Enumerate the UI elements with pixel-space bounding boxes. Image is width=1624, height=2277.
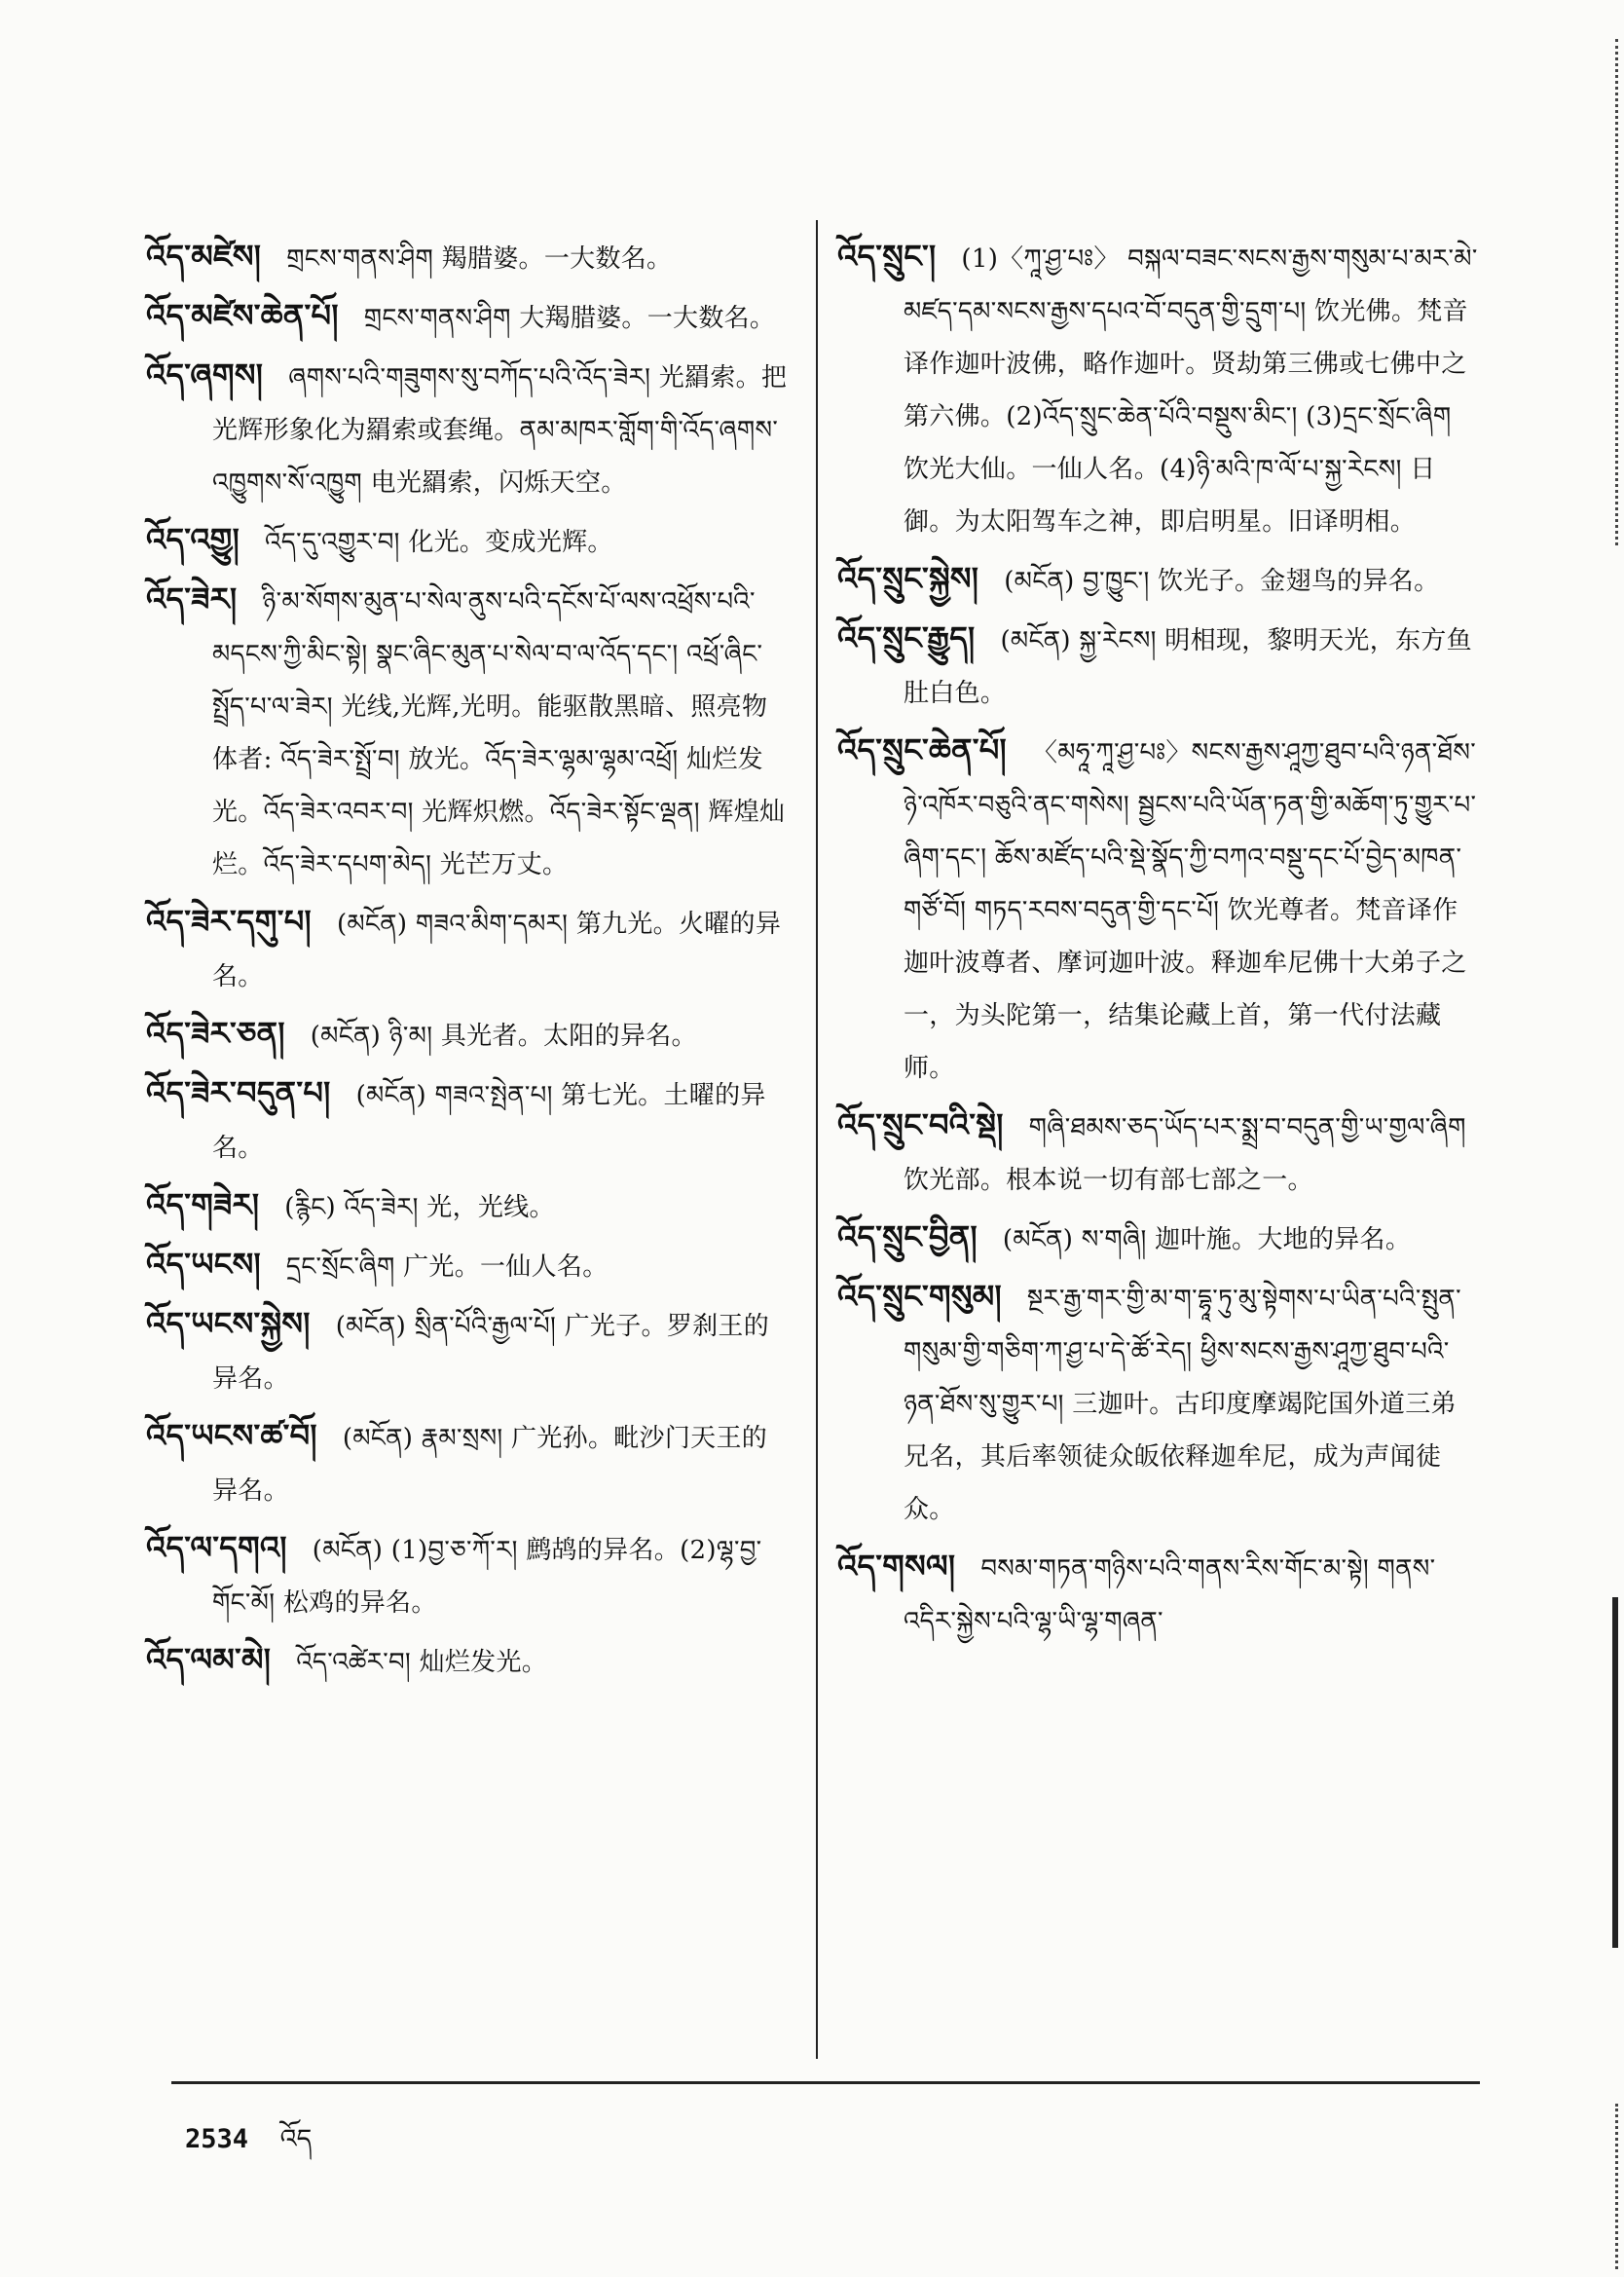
definition: 〈མཧཱ་ཀཱ་ཤྱ་པཿ〉སངས་རྒྱས་ཤཱཀྱ་ཐུབ་པའི་ཉན་ཐོས་ཉེ་འཁོར་བཅུའི་ནང་གསེས། སྦྱངས་པའི་ཡོན་ཏན་གྱི་མཆོག་ཏུ་གྱུར་པ་ཞིག་དང་། ཆོས་མཛོད་པའི་སྡེ་སྣོད་ཀྱི་བཀའ་བསྡུ་དང་པོ་བྱེད་མཁན་གཙོ་བོ། གཏད་རབས་བདུན་གྱི་དང་པོ། 饮光尊者。梵音译作迦叶波尊者、摩诃迦叶波。释迦牟尼佛十大弟子之一，为头陀第一，结集论藏上首，第一代付法藏师。 xyxy=(904,738,1477,1083)
dictionary-entry xyxy=(837,1270,1480,1536)
headword: འོད་གཟེར། xyxy=(146,1186,260,1223)
headword: འོད་ཡངས་ཚ་བོ། xyxy=(146,1417,317,1454)
definition: བསམ་གཏན་གཉིས་པའི་གནས་རིས་གོང་མ་སྟེ། གནས་འདིར་སྐྱེས་པའི་ལྷ་ཡི་ལྷ་གཞན་ xyxy=(904,1554,1436,1636)
definition: (མངོན) ས་གཞི། 迦叶施。大地的异名。 xyxy=(1002,1225,1412,1254)
definition: འོད་དུ་འགྱུར་བ། 化光。变成光辉。 xyxy=(265,528,613,557)
dictionary-entry xyxy=(837,1540,1480,1648)
page-footer xyxy=(185,2109,312,2184)
footer-rule xyxy=(171,2081,1480,2084)
headword: འོད་འགྱུ། xyxy=(146,521,240,558)
headword: འོད་སྲུང་རྒྱུད། xyxy=(837,619,976,656)
definition: (མངོན) རྣམ་སྲས། 广光孙。毗沙门天王的异名。 xyxy=(212,1424,768,1506)
definition: (རྙིང) འོད་ཟེར། 光，光线。 xyxy=(284,1193,555,1222)
dictionary-entry xyxy=(146,513,791,569)
scan-edge-marks xyxy=(1609,39,1618,545)
dictionary-entry xyxy=(146,349,791,509)
dictionary-entry xyxy=(837,724,1480,1095)
dictionary-entry xyxy=(837,230,1480,548)
headword: འོད་ཟེར། xyxy=(146,580,238,617)
headword: འོད་ཟེར་དགུ་པ། xyxy=(146,903,312,940)
headword: འོད་གསལ། xyxy=(837,1548,956,1585)
scan-edge-marks xyxy=(1606,1597,1618,1948)
dictionary-entry xyxy=(146,1297,791,1405)
dictionary-entry xyxy=(146,1066,791,1175)
headword: འོད་ཞགས། xyxy=(146,356,264,393)
headword: འོད་ཡངས། xyxy=(146,1246,261,1283)
definition: (མངོན) གཟའ་མིག་དམར། 第九光。火曜的异名。 xyxy=(212,910,782,991)
dictionary-entry xyxy=(837,1211,1480,1266)
definition: ཞགས་པའི་གཟུགས་སུ་བཀོད་པའི་འོད་ཟེར། 光羂索。把光辉形象化为羂索或套绳。ནམ་མཁར་གློག་གི་འོད་ཞགས་འཁྱུགས་སོ་འཁྱུག 电光羂索，闪烁天空。 xyxy=(212,363,788,498)
headword: འོད་སྲུང་བྱིན། xyxy=(837,1218,978,1255)
definition: དྲང་སྲོང་ཞིག 广光。一仙人名。 xyxy=(285,1252,609,1282)
definition: (མངོན) སྲིན་པོའི་རྒྱལ་པོ། 广光子。罗刹王的异名。 xyxy=(212,1312,770,1394)
dictionary-entry xyxy=(146,1409,791,1517)
headword: འོད་ལ་དགའ། xyxy=(146,1529,287,1566)
headword: འོད་ལམ་མེ། xyxy=(146,1641,272,1678)
definition: འོད་འཚེར་བ། 灿烂发光。 xyxy=(296,1648,548,1677)
left-column xyxy=(146,230,791,1693)
definition: (མངོན) སྐྱ་རེངས། 明相现，黎明天光，东方鱼肚白色。 xyxy=(904,626,1472,708)
headword: འོད་སྲུང་གསུམ། xyxy=(837,1278,1002,1315)
dictionary-entry xyxy=(146,230,791,285)
definition: (མངོན) གཟའ་སྤེན་པ། 第七光。土曜的异名。 xyxy=(212,1081,766,1163)
definition: (མངོན) ཉི་མ། 具光者。太阳的异名。 xyxy=(310,1022,697,1051)
headword: འོད་སྲུང་། xyxy=(837,238,937,275)
dictionary-entry xyxy=(837,552,1480,608)
headword: འོད་ཡངས་སྐྱེས། xyxy=(146,1305,311,1342)
dictionary-entry xyxy=(146,1238,791,1293)
definition: (མངོན) (1)བྱ་ཅ་ཀོ་ར། 鹧鸪的异名。(2)ལྷ་བྱ་གོང་མོ། 松鸡的异名。 xyxy=(212,1536,762,1618)
page-number: 2534 xyxy=(185,2124,249,2154)
dictionary-entry xyxy=(837,612,1480,720)
headword: འོད་སྲུང་བའི་སྡེ། xyxy=(837,1106,1004,1143)
dictionary-entry xyxy=(146,1178,791,1234)
definition: (1)〈ཀཱ་ཤྱ་པཿ〉 བསྐལ་བཟང་སངས་རྒྱས་གསུམ་པ་མར་མེ་མཛད་དམ་སངས་རྒྱས་དཔའ་བོ་བདུན་གྱི་དྲུག་པ། 饮光佛。梵音译作迦叶波佛，略作迦叶。贤劫第三佛或七佛中之第六佛。(2)འོད་སྲུང་ཆེན་པོའི་བསྡུས་མིང་། (3)དྲང་སྲོང་ཞིག 饮光大仙。一仙人名。(4)ཉི་མའི་ཁ་ལོ་པ་སྐྱ་རེངས། 日御。为太阳驾车之神，即启明星。旧译明相。 xyxy=(904,244,1478,537)
definition: ཉི་མ་སོགས་མུན་པ་སེལ་ནུས་པའི་དངོས་པོ་ལས་འཕྲོས་པའི་མདངས་ཀྱི་མིང་སྟེ། སྣང་ཞིང་མུན་པ་སེལ་བ་ལ་འོད་དང་། འཕྲོ་ཞིང་སྤྲོད་པ་ལ་ཟེར། 光线,光辉,光明。能驱散黑暗、照亮物体者: འོད་ཟེར་སྤྲོ་བ། 放光。འོད་ཟེར་ལྷམ་ལྷམ་འཕྲོ། 灿烂发光。འོད་ཟེར་འབར་བ། 光辉炽燃。འོད་ཟེར་སྟོང་ལྡན། 辉煌灿烂。འོད་ཟེར་དཔག་མེད། 光芒万丈。 xyxy=(212,587,786,879)
dictionary-entry xyxy=(146,1633,791,1689)
scan-edge-marks xyxy=(1609,2104,1618,2269)
dictionary-entry xyxy=(146,573,791,891)
definition: སྔར་རྒྱ་གར་གྱི་མ་ག་དྷཱ་ཏུ་མུ་སྟེགས་པ་ཡིན་པའི་སྤུན་གསུམ་གྱི་གཅིག་ཀ་ཤྱ་པ་དེ་ཚོ་རེད། ཕྱིས་སངས་རྒྱས་ཤཱཀྱ་ཐུབ་པའི་ཉན་ཐོས་སུ་གྱུར་པ། 三迦叶。古印度摩竭陀国外道三弟兄名，其后率领徒众皈依释迦牟尼，成为声闻徒众。 xyxy=(904,1285,1461,1524)
column-divider xyxy=(816,220,818,2059)
dictionary-entry xyxy=(146,1521,791,1629)
definition: གྲངས་གནས་ཤིག 羯腊婆。一大数名。 xyxy=(286,244,673,274)
headword: འོད་སྲུང་ཆེན་པོ། xyxy=(837,731,1007,768)
dictionary-entry xyxy=(146,289,791,345)
running-head: འོད xyxy=(279,2124,313,2154)
definition: (མངོན) བྱ་ཁྱུང་། 饮光子。金翅鸟的异名。 xyxy=(1004,567,1440,596)
headword: འོད་ཟེར་བདུན་པ། xyxy=(146,1074,331,1111)
headword: འོད་སྲུང་སྐྱེས། xyxy=(837,560,979,597)
headword: འོད་མཛེས། xyxy=(146,238,262,275)
dictionary-entry xyxy=(146,895,791,1003)
right-column xyxy=(837,230,1480,1652)
headword: འོད་མཛེས་ཆེན་པོ། xyxy=(146,297,339,334)
dictionary-entry xyxy=(837,1099,1480,1207)
definition: གྲངས་གནས་ཤིག 大羯腊婆。一大数名。 xyxy=(363,304,776,333)
dictionary-entry xyxy=(146,1007,791,1063)
headword: འོད་ཟེར་ཅན། xyxy=(146,1015,285,1052)
definition: གཞི་ཐམས་ཅད་ཡོད་པར་སྨྲ་བ་བདུན་གྱི་ཡ་གྱལ་ཞིག 饮光部。根本说一切有部七部之一。 xyxy=(904,1113,1466,1195)
